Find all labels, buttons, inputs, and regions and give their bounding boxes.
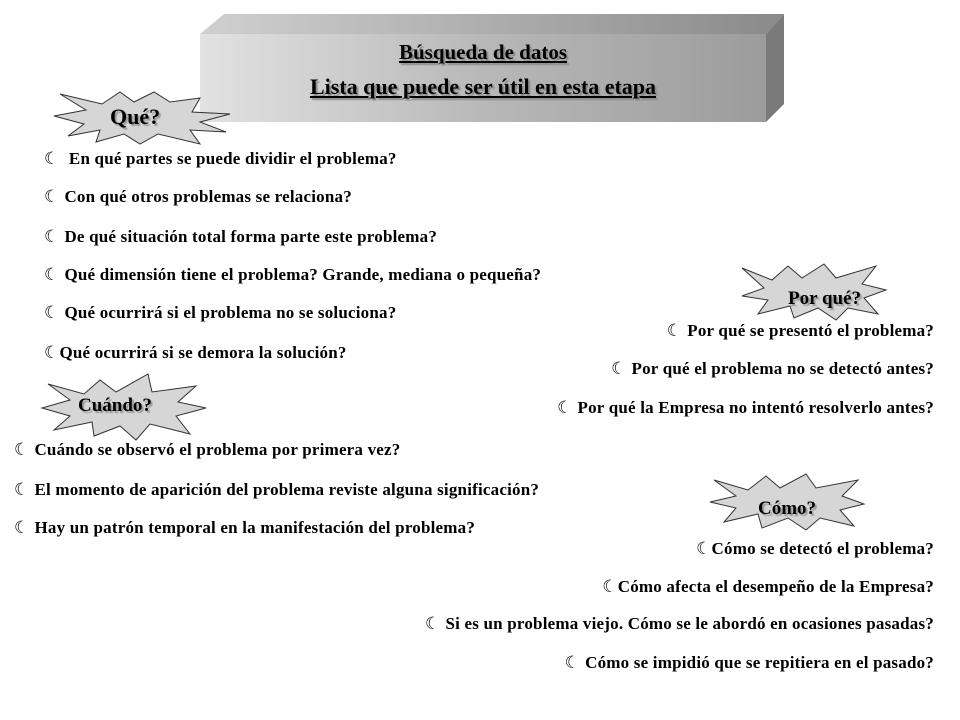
que-item: ☾ Qué ocurrirá si el problema no se soluciona?: [44, 303, 397, 322]
que-item: ☾ Qué dimensión tiene el problema? Grande, mediana o pequeña?: [44, 265, 542, 284]
moon-bullet-icon: ☾: [44, 303, 60, 322]
moon-bullet-icon: ☾: [666, 321, 683, 340]
moon-bullet-icon: ☾: [44, 187, 60, 206]
moon-bullet-icon: ☾: [44, 343, 60, 362]
cuando-item: ☾ Hay un patrón temporal en la manifestación del problema?: [14, 518, 476, 537]
moon-bullet-icon: ☾: [611, 359, 627, 378]
que-item: ☾ Con qué otros problemas se relaciona?: [44, 187, 352, 206]
moon-bullet-icon: ☾: [14, 518, 30, 537]
porque-item: ☾ Por qué la Empresa no intentó resolverlo antes?: [557, 398, 934, 417]
como-label: Cómo?: [758, 498, 817, 519]
moon-bullet-icon: ☾: [696, 539, 712, 558]
como-item: ☾ Si es un problema viejo. Cómo se le abordó en ocasiones pasadas?: [425, 614, 934, 633]
moon-bullet-icon: ☾: [602, 577, 618, 596]
cuando-item: ☾ El momento de aparición del problema reviste alguna significación?: [14, 480, 540, 499]
cuando-item: ☾ Cuándo se observó el problema por primera vez?: [14, 440, 401, 459]
moon-bullet-icon: ☾: [44, 227, 60, 246]
que-item: ☾Qué ocurrirá si se demora la solución?: [44, 343, 347, 362]
page-subtitle: Lista que puede ser útil en esta etapa: [309, 74, 657, 99]
que-item: ☾ En qué partes se puede dividir el problema?: [44, 149, 397, 168]
moon-bullet-icon: ☾: [557, 398, 573, 417]
porque-label: Por qué?: [788, 288, 862, 309]
cuando-label: Cuándo?: [78, 395, 152, 416]
que-label: Qué?: [110, 104, 161, 129]
title-block: [200, 38, 766, 102]
que-item: ☾ De qué situación total forma parte este problema?: [44, 227, 438, 246]
page-title: Búsqueda de datos: [398, 40, 568, 64]
moon-bullet-icon: ☾: [44, 149, 60, 168]
como-item: ☾Cómo afecta el desempeño de la Empresa?: [602, 577, 934, 596]
moon-bullet-icon: ☾: [44, 265, 60, 284]
moon-bullet-icon: ☾: [14, 480, 30, 499]
moon-bullet-icon: ☾: [14, 440, 30, 459]
como-item: ☾ Cómo se impidió que se repitiera en el pasado?: [564, 653, 934, 672]
moon-bullet-icon: ☾: [425, 614, 441, 633]
como-item: ☾Cómo se detectó el problema?: [696, 539, 934, 558]
porque-item: ☾ Por qué el problema no se detectó antes?: [611, 359, 934, 378]
porque-item: ☾ Por qué se presentó el problema?: [666, 321, 934, 340]
moon-bullet-icon: ☾: [564, 653, 581, 672]
